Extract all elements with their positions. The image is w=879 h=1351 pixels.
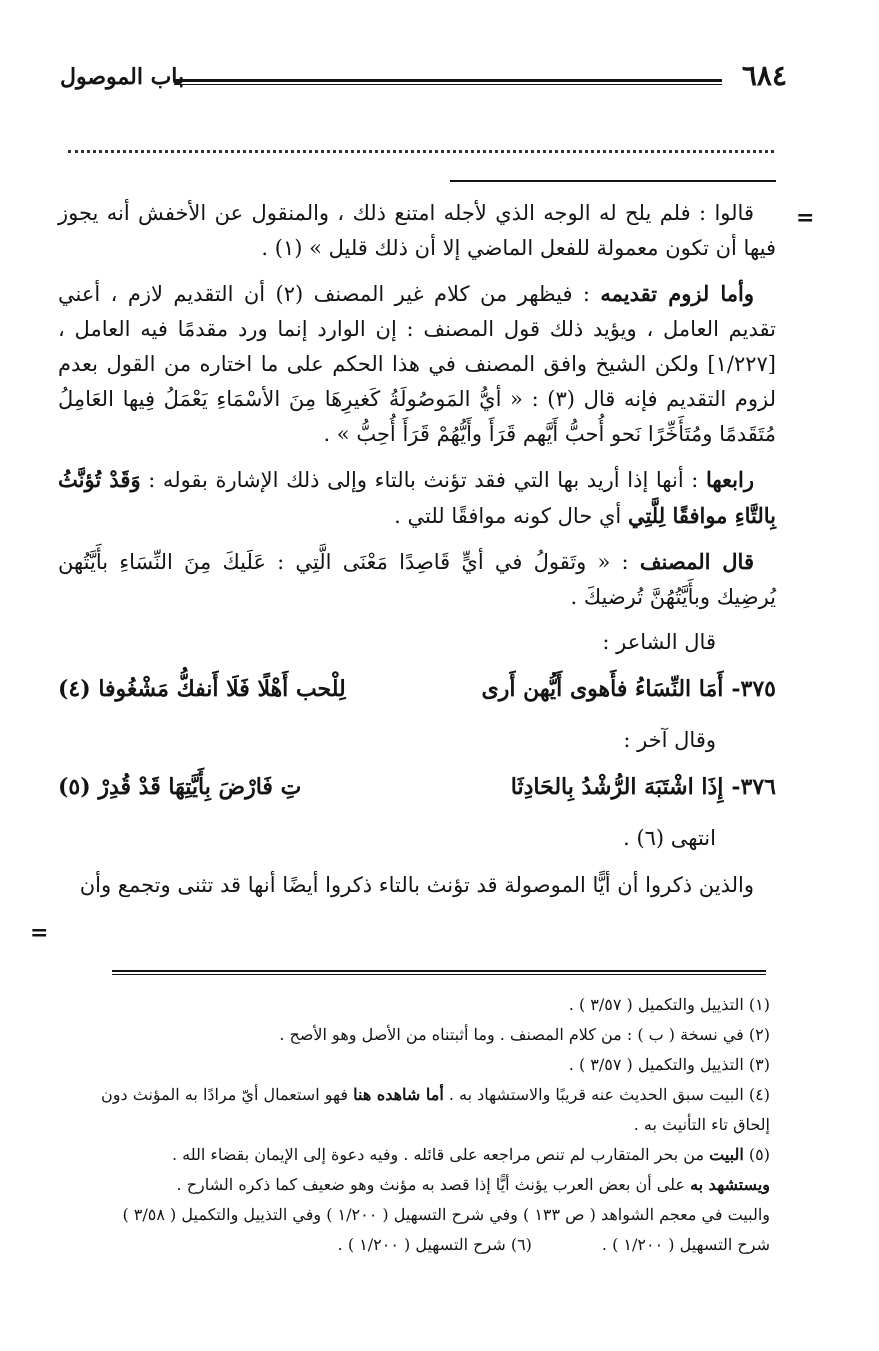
paragraph-3-text: : أنها إذا أريد بها التي فقد تؤنث بالتاء وإلى ذلك الإشارة بقوله :: [140, 468, 706, 492]
footnote-4: [60, 1080, 770, 1140]
quote-end: انتهى (٦) .: [623, 826, 716, 850]
footnote-6: (٦) شرح التسهيل ( ١/٢٠٠ ) .: [337, 1235, 532, 1254]
continuation-marker-end: =: [30, 920, 49, 946]
footnote-1: (١) التذييل والتكميل ( ٣/٥٧ ) .: [568, 995, 770, 1014]
footnote-5-bold-2: ويستشهد به: [690, 1175, 770, 1194]
paragraph-1: قالوا : فلم يلح له الوجه الذي لأجله امتنع ذلك ، والمنقول عن الأخفش أنه يجوز فيها أن تكون معمولة للفعل الماضي إلا أن ذلك قليل » (١) .: [58, 201, 776, 260]
poet-intro-1: قال الشاعر :: [602, 630, 716, 654]
verse-375: [58, 672, 776, 707]
paragraph-3-lead: رابعها: [705, 467, 754, 492]
paragraph-4-text: : « وتَقولُ في أيٍّ قَاصِدًا مَعْنَى الَّتِي : عَلَيكَ مِنَ النِّسَاءِ بأَيَّتُهن يُرضِيك وبأَيَّتُهُنَّ تُرضيكَ .: [58, 550, 776, 609]
paragraph-3: [58, 462, 776, 534]
chapter-title: باب الموصول: [60, 64, 185, 90]
footnote-last-line: [60, 1230, 770, 1260]
verse-376: [58, 770, 776, 805]
footnote-4-bold: أما شاهده هنا: [353, 1085, 444, 1104]
main-text: [58, 196, 776, 913]
footnote-4-part-a: (٤) البيت سبق الحديث عنه قريبًا والاستشهاد به .: [443, 1085, 770, 1104]
header-rule: [174, 79, 722, 85]
verse-375-second-hemistich: لِلْحب أَهْلًا فَلَا أَنفكُّ مَشْغُوفا (٤): [58, 676, 346, 702]
footnote-2: (٢) في نسخة ( ب ) : من كلام المصنف . وما أثبتناه من الأصل وهو الأصح .: [279, 1025, 770, 1044]
poet-intro-2: وقال آخر :: [623, 728, 716, 752]
footnote-5-part-c: من بحر المتقارب لم تنص مراجعه على قائله . وفيه دعوة إلى الإيمان بقضاء الله .: [171, 1145, 710, 1164]
paragraph-2-lead: وأما لزوم تقديمه: [600, 281, 755, 306]
paragraph-2-text: : فيظهر من كلام غير المصنف (٢) أن التقديم لازم ، أعني تقديم العامل ، ويؤيد ذلك قول المصنف : إن الوارد إنما ورد مقدمًا فيه العامل ، [١/٢٢٧] ولكن الشيخ وافق المصنف في هذا الحكم على ما اختاره من القول بعدم لزوم التقديم فإنه قال (٣) : « أيُّ المَوصُولَةُ كَغيرِهَا مِنَ الأسْمَاءِ يَعْمَلُ فِيها العَامِلُ مُتَقَدمًا ومُتَأَخِّرًا نَحو أُحبُّ أَيَّهم قَرَأَ وأَيُّهُمْ قَرَأَ أُحِبُّ » .: [58, 282, 777, 446]
footnote-rule: [112, 970, 766, 975]
paragraph-4: [58, 544, 776, 615]
verse-375-first-hemistich: [482, 672, 776, 707]
footnote-3: (٣) التذييل والتكميل ( ٣/٥٧ ) .: [568, 1055, 770, 1074]
verse-375-number: ٣٧٥-: [731, 676, 776, 702]
footnote-5-bold-1: البيت: [709, 1145, 744, 1164]
footnote-4-part-c: فهو استعمال أيّ مرادًا به المؤنث دون إلحاق تاء التأنيث به .: [101, 1085, 770, 1134]
paragraph-5: والذين ذكروا أن أيًّا الموصولة قد تؤنث بالتاء ذكروا أيضًا أنها قد تثنى وتجمع وأن: [79, 873, 754, 897]
footnote-5-line-3: والبيت في معجم الشواهد ( ص ١٣٣ ) وفي شرح التسهيل ( ١/٢٠٠ ) وفي التذييل والتكميل ( ٣/٥٨ ): [122, 1205, 770, 1224]
verse-375-h1-text: أَمَا النِّسَاءُ فأَهوى أَيُّهن أَرى: [481, 676, 724, 702]
footnote-5-line-4: شرح التسهيل ( ١/٢٠٠ ) .: [601, 1235, 770, 1254]
paragraph-3-quote: وَقَدْ تُؤنَّثُ بِالتَّاءِ موافقًا لِلَّتِي: [58, 467, 776, 528]
dotted-separator: [68, 150, 774, 153]
footnote-5-line-2: [60, 1170, 770, 1200]
footnotes: [60, 990, 770, 1260]
footnote-5-part-e: على أن بعض العرب يؤنث أيًّا إذا قصد به مؤنث وهو ضعيف كما ذكره الشارح .: [176, 1175, 691, 1194]
footnote-5: [60, 1140, 770, 1170]
page-number: ٦٨٤: [741, 59, 787, 92]
verse-376-first-hemistich: [511, 770, 776, 805]
verse-376-second-hemistich: تِ فَارْضَ بِأَيَّتِهَا قَدْ قُدِرْ (٥): [58, 774, 302, 800]
short-rule: [450, 180, 776, 182]
verse-376-number: ٣٧٦-: [731, 774, 776, 800]
footnote-5-number: (٥): [743, 1145, 770, 1164]
verse-376-h1-text: إِذَا اشْتَبَهَ الرُّشْدُ بِالحَادِثَا: [510, 774, 724, 800]
continuation-marker-start: =: [796, 205, 815, 231]
paragraph-3-tail: أي حال كونه موافقًا للتي .: [394, 504, 628, 528]
paragraph-2: [58, 276, 776, 452]
paragraph-4-lead: قال المصنف: [639, 549, 754, 574]
